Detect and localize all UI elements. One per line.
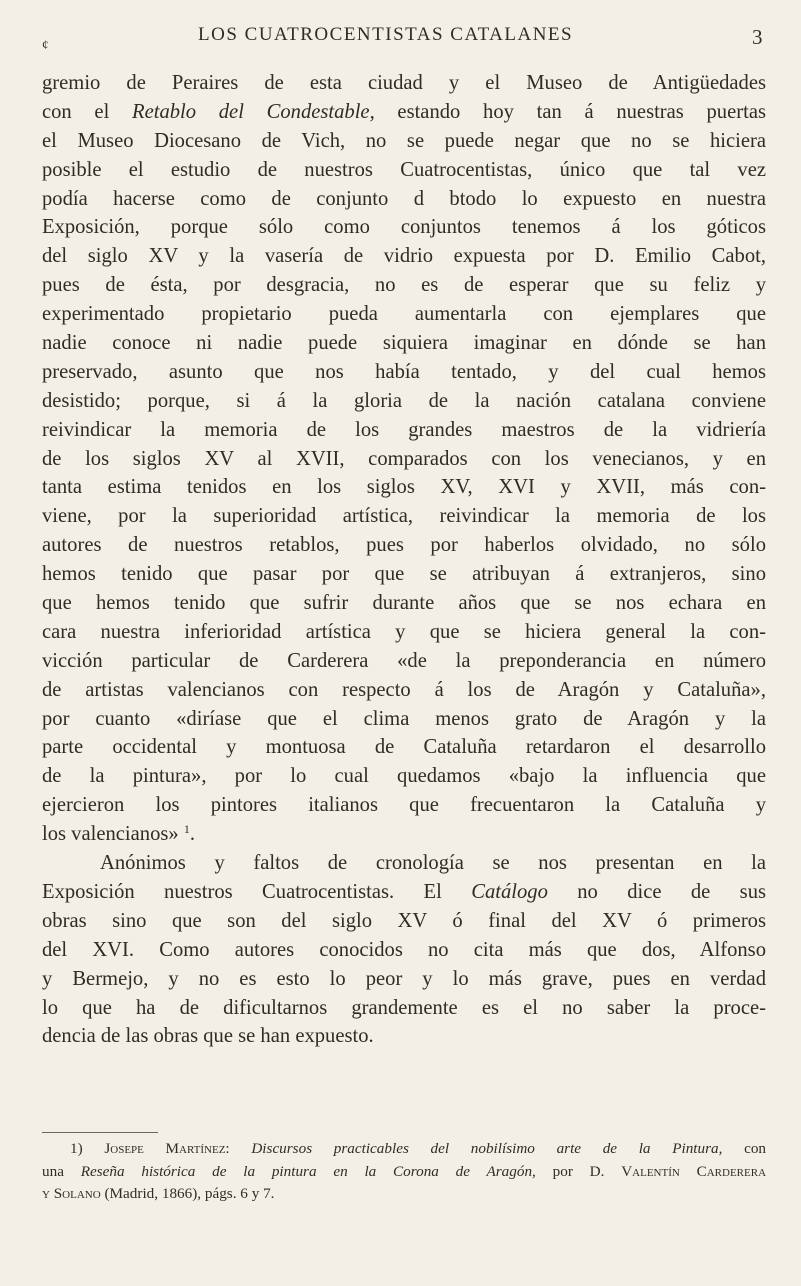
- text-line: del XVI. Como autores conocidos no cita más que dos, Alfonso: [42, 938, 766, 961]
- text-line: vicción particular de Carderera «de la preponderancia en número: [42, 649, 766, 672]
- text-line: viene, por la superioridad artística, reivindicar la memoria de los: [42, 505, 766, 528]
- text-line: tanta estima tenidos en los siglos XV, XVI y XVII, más con-: [42, 476, 766, 499]
- printer-mark: ¢: [42, 37, 49, 52]
- text-line: los valencianos» $^1$.: [42, 822, 195, 846]
- footnote-author: Josepe Martínez:: [104, 1140, 230, 1157]
- text-line: hemos tenido que pasar por que se atribuyan á extranjeros, sino: [42, 563, 766, 586]
- text-line: autores de nuestros retablos, pues por haberlos olvidado, no sólo: [42, 534, 766, 557]
- italic-title: Catálogo: [471, 880, 548, 903]
- footnote-title: Discursos practicables del nobilísimo arte de la Pintura,: [251, 1140, 723, 1157]
- text-line: preservado, asunto que nos había tentado, y del cual hemos: [42, 360, 766, 383]
- text-line: desistido; porque, si á la gloria de la nación catalana conviene: [42, 389, 766, 412]
- text-line: reivindicar la memoria de los grandes maestros de la vidriería: [42, 418, 766, 441]
- footnote-line: una Reseña histórica de la pintura en la Corona de Aragón, por D. Valentín Carderera: [42, 1162, 767, 1180]
- page-header: [0, 24, 801, 54]
- text-line: dencia de las obras que se han expuesto.: [42, 1025, 374, 1048]
- text-line: lo que ha de dificultarnos grandemente es el no saber la proce-: [42, 996, 766, 1019]
- text-line: por cuanto «diríase que el clima menos grato de Aragón y la: [42, 707, 766, 730]
- text-line: obras sino que son del siglo XV ó final del XV ó primeros: [42, 909, 766, 932]
- main-text: [42, 69, 766, 1051]
- text-line: pues de ésta, por desgracia, no es de esperar que su feliz y: [42, 274, 766, 297]
- text-line: cara nuestra inferioridad artística y que se hiciera general la con-: [42, 620, 766, 643]
- text-line: que hemos tenido que sufrir durante años que se nos echara en: [42, 592, 766, 615]
- text-line: y Bermejo, y no es esto lo peor y lo más grave, pues en verdad: [42, 967, 766, 990]
- text-line: con el Retablo del Condestable, estando hoy tan á nuestras puertas: [42, 100, 766, 123]
- text-line: Exposición nuestros Cuatrocentistas. El Catálogo no dice de sus: [42, 880, 767, 903]
- text-line: de los siglos XV al XVII, comparados con los venecianos, y en: [42, 447, 766, 470]
- text-line: posible el estudio de nuestros Cuatrocentistas, único que tal vez: [42, 158, 766, 181]
- text-line: parte occidental y montuosa de Cataluña retardaron el desarrollo: [42, 736, 766, 759]
- paragraph-start: Anónimos y faltos de cronología se nos presentan en la: [100, 852, 766, 875]
- footnote-divider: [42, 1132, 158, 1133]
- text-line: de artistas valencianos con respecto á los de Aragón y Cataluña»,: [42, 678, 766, 701]
- text-line: podía hacerse como de conjunto d btodo lo expuesto en nuestra: [42, 187, 766, 210]
- text-line: el Museo Diocesano de Vich, no se puede negar que no se hiciera: [42, 129, 766, 152]
- text-line: del siglo XV y la vasería de vidrio expuesta por D. Emilio Cabot,: [42, 245, 766, 268]
- text-line: Exposición, porque sólo como conjuntos tenemos á los góticos: [42, 216, 766, 239]
- footnote-line: y Solano (Madrid, 1866), págs. 6 y 7.: [42, 1185, 275, 1202]
- text-line: de la pintura», por lo cual quedamos «bajo la influencia que: [42, 765, 766, 788]
- footnote-line: 1) Josepe Martínez: Discursos practicables del nobilísimo arte de la Pintura, con: [70, 1140, 767, 1157]
- text-line: gremio de Peraires de esta ciudad y el Museo de Antigüedades: [42, 72, 766, 94]
- italic-title: Retablo del Condestable,: [132, 100, 375, 123]
- text-line: ejercieron los pintores italianos que frecuentaron la Cataluña y: [42, 794, 766, 817]
- page-number: 3: [752, 25, 763, 49]
- footnote-reference: 1: [183, 822, 190, 837]
- text-line: nadie conoce ni nadie puede siquiera imaginar en dónde se han: [42, 332, 766, 355]
- text-line: experimentado propietario pueda aumentarla con ejemplares que: [42, 303, 766, 326]
- running-title: LOS CUATROCENTISTAS CATALANES: [198, 24, 574, 45]
- footnote: [42, 1138, 766, 1206]
